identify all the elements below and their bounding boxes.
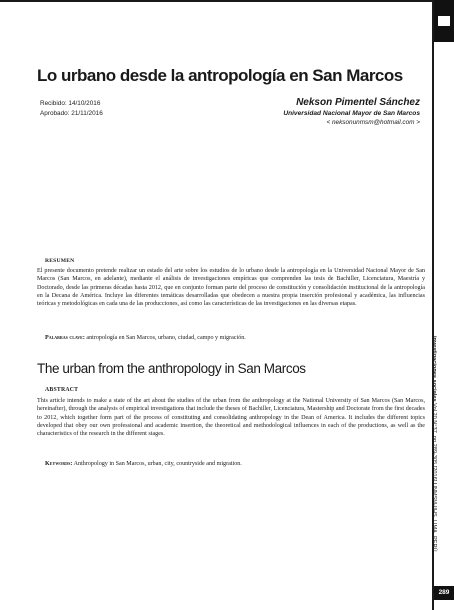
author-email[interactable]: < neksonunmsm@hotmail.com > bbox=[326, 119, 420, 126]
keywords-es-values: antropología en San Marcos, urbano, ciudad, campo y migración. bbox=[84, 335, 246, 341]
resumen-text: El presente documento pretende realizar un estado del arte sobre los estudios de lo urbano desde la antropología en la Universidad Nacional Mayor de San Marcos (San Marcos, en adelante), mediante el análisis de investigaciones empíricas que comprenden las tesis de Bachiller, Licenciatura, Maestría y Doctorado, desde las primeras décadas hasta 2012, que en conjunto forman parte del proceso de constitución y consolidación institucional de la antropología en la Decana de América. Incluye las diferentes temáticas desarrolladas que obedecen a nuestra propia inserción profesional y académica, las influencias teóricas y metodológicas en cada una de las producciones, así como las características de las investigaciones en las diversas etapas. bbox=[37, 268, 425, 308]
resumen-heading: RESUMEN bbox=[45, 258, 75, 264]
top-rule bbox=[0, 0, 432, 2]
english-title: The urban from the anthropology in San Marcos bbox=[37, 361, 306, 376]
abstract-text: This article intends to make a state of the art about the studies of the urban from the anthropology at the National University of San Marcos (San Marcos, hereinafter), through the analysis of empirical investigations that include the theses of Bachiller, Licenciatura, Mastership and Doctorate from the first decades to 2012, which together form part of the process of constituting and consolidating anthropology in the Dean of America. It includes the different topics developed that obey our own professional and academic insertion, the theoretical and methodological influences in each of the productions, as well as the characteristics of the research in the different stages. bbox=[37, 398, 425, 438]
journal-name: investigaciones sociales bbox=[431, 336, 437, 402]
author-affiliation: Universidad Nacional Mayor de San Marcos bbox=[283, 110, 420, 117]
keywords-en-values: Anthropology in San Marcos, urban, city, countryside and migration. bbox=[72, 461, 242, 467]
keywords-es bbox=[45, 334, 246, 342]
keywords-en-label: Keywords: bbox=[45, 461, 73, 467]
approved-date: Aprobado: 21/11/2016 bbox=[40, 109, 103, 117]
article-title: Lo urbano desde la antropología en San Marcos bbox=[37, 66, 403, 85]
received-date: Recibido: 14/10/2016 bbox=[40, 100, 101, 107]
page-number: 289 bbox=[434, 586, 454, 600]
author-block bbox=[283, 96, 420, 128]
corner-mark bbox=[438, 16, 450, 26]
article-dates bbox=[40, 99, 103, 118]
keywords-en bbox=[45, 460, 242, 468]
keywords-es-label: Palabras clave: bbox=[45, 335, 85, 341]
abstract-heading: ABSTRACT bbox=[45, 387, 79, 393]
journal-citation: Vol.20 N°37, pp.289-305 [2016] UNMSM-IIHS. LIMA, PERÚ bbox=[431, 401, 437, 552]
journal-sidebar bbox=[431, 336, 437, 581]
author-name: Nekson Pimentel Sánchez bbox=[296, 97, 420, 108]
